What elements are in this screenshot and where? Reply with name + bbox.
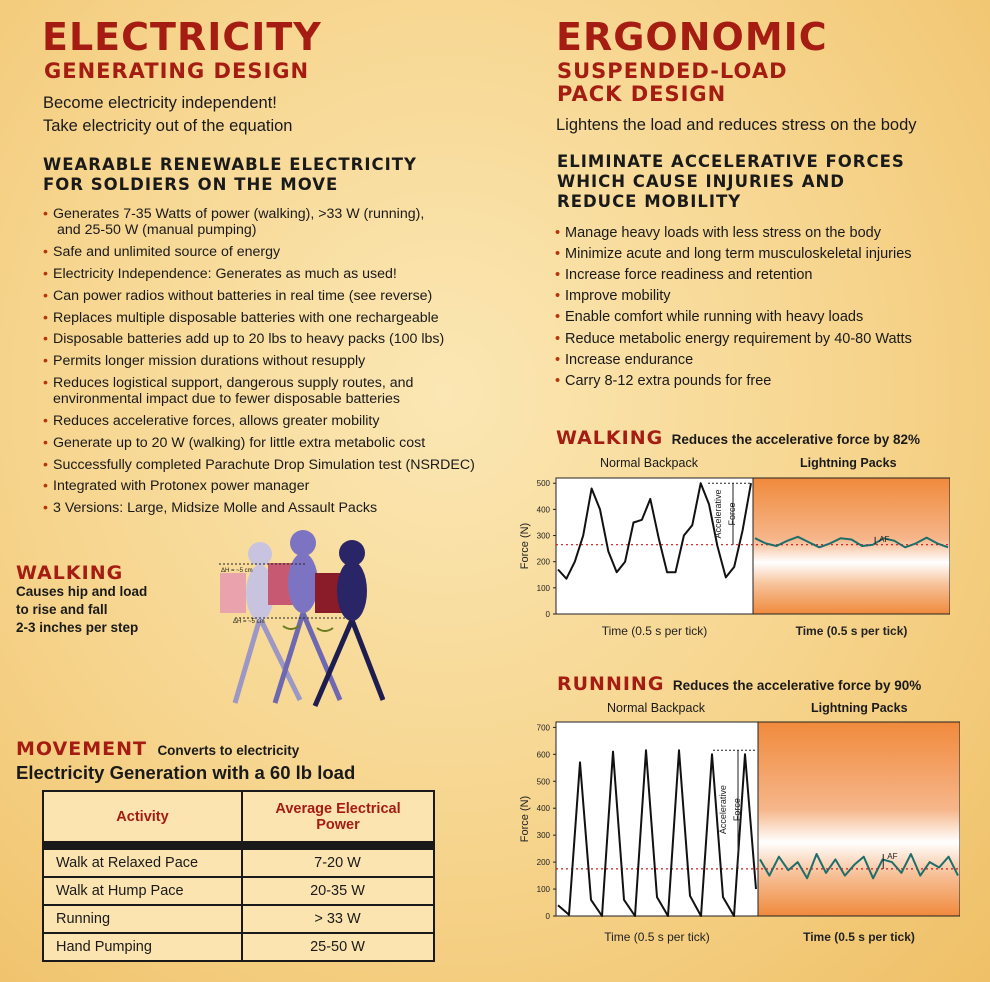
bullet-dot-icon: • xyxy=(43,374,48,391)
bullet-dot-icon: • xyxy=(43,500,48,517)
bullet-dot-icon: • xyxy=(43,413,48,430)
left-intro-line: Take electricity out of the equation xyxy=(43,117,293,136)
walking-force-chart xyxy=(512,470,950,640)
movement-title: MOVEMENT xyxy=(16,738,147,760)
y-axis-label: Force (N) xyxy=(519,795,531,843)
bullet-item xyxy=(555,288,975,305)
walking-chart-header xyxy=(556,427,920,449)
y-tick-label: 500 xyxy=(536,777,550,787)
x-axis-label: Time (0.5 s per tick) xyxy=(795,624,908,638)
right-bullet-list xyxy=(555,225,975,394)
walking-figure xyxy=(205,528,385,712)
bullet-item xyxy=(555,373,975,390)
bullet-dot-icon: • xyxy=(555,225,561,241)
cell-power: 25-50 W xyxy=(242,933,434,961)
right-heading-line: WHICH CAUSE INJURIES AND xyxy=(557,172,845,192)
accel-force-label-line: Force xyxy=(727,502,737,526)
bullet-text: Manage heavy loads with less stress on the body xyxy=(565,225,881,241)
table-header-row xyxy=(43,791,434,842)
walking-panel-left-label: Normal Backpack xyxy=(600,456,698,470)
bullet-dot-icon: • xyxy=(43,456,48,473)
cell-activity: Walk at Hump Pace xyxy=(43,877,242,905)
bullet-dot-icon: • xyxy=(43,434,48,451)
running-panel-left-label: Normal Backpack xyxy=(607,701,705,715)
bullet-dot-icon: • xyxy=(555,246,561,263)
bullet-text: Generates 7-35 Watts of power (walking), >33 W (running), xyxy=(53,206,425,222)
bullet-item xyxy=(43,375,513,408)
table-separator xyxy=(43,842,434,849)
cell-power: 7-20 W xyxy=(242,849,434,877)
bullet-text: Safe and unlimited source of energy xyxy=(53,244,281,261)
walking-panel-right-label: Lightning Packs xyxy=(800,456,897,470)
bullet-item xyxy=(43,435,513,451)
bullet-text: and 25-50 W (manual pumping) xyxy=(57,222,257,239)
bullet-text: Disposable batteries add up to 20 lbs to heavy packs (100 lbs) xyxy=(53,331,445,348)
col-activity: Activity xyxy=(43,791,242,842)
y-tick-label: 300 xyxy=(536,531,550,541)
running-force-chart xyxy=(512,716,960,946)
af-label: AF xyxy=(887,852,898,862)
right-subtitle xyxy=(557,60,788,105)
bullet-item xyxy=(555,331,975,348)
accel-force-label-line: Accelerative xyxy=(713,489,723,539)
bullet-item xyxy=(43,478,513,494)
accel-force-label-line: Accelerative xyxy=(718,785,728,835)
power-table xyxy=(42,790,435,962)
movement-sub: Converts to electricity xyxy=(157,743,300,758)
bullet-item xyxy=(43,288,513,304)
walking-left-line: 2-3 inches per step xyxy=(16,619,139,635)
y-tick-label: 200 xyxy=(536,858,550,868)
y-tick-label: 0 xyxy=(545,912,550,921)
bullet-text: Increase force readiness and retention xyxy=(565,267,813,284)
left-subtitle: GENERATING DESIGN xyxy=(44,59,310,83)
left-heading xyxy=(43,155,417,195)
bullet-item xyxy=(555,225,975,242)
table-row xyxy=(43,933,434,961)
bullet-item xyxy=(43,266,513,282)
left-bullet-list xyxy=(43,206,513,522)
bullet-text: Improve mobility xyxy=(565,288,671,305)
y-tick-label: 400 xyxy=(536,804,550,814)
bullet-dot-icon: • xyxy=(555,309,561,326)
bullet-dot-icon: • xyxy=(555,372,561,389)
x-axis-label: Time (0.5 s per tick) xyxy=(601,624,708,638)
bullet-dot-icon: • xyxy=(43,287,48,304)
walking-left-text xyxy=(16,583,147,637)
walking-chart-sub: Reduces the accelerative force by 82% xyxy=(671,432,921,447)
right-heading xyxy=(557,152,905,212)
bullet-dot-icon: • xyxy=(43,353,48,370)
bullet-dot-icon: • xyxy=(43,244,48,261)
left-heading-line: FOR SOLDIERS ON THE MOVE xyxy=(43,175,339,195)
running-chart-sub: Reduces the accelerative force by 90% xyxy=(672,678,922,693)
af-label: AF xyxy=(879,534,890,544)
left-intro-line: Become electricity independent! xyxy=(43,94,277,112)
bullet-item xyxy=(555,246,975,263)
bullet-dot-icon: • xyxy=(43,331,48,348)
panel-lightning xyxy=(753,478,950,614)
walker-dark xyxy=(315,540,383,706)
y-tick-label: 300 xyxy=(536,831,550,841)
bullet-text: Enable comfort while running with heavy loads xyxy=(565,309,864,326)
right-subtitle-line: SUSPENDED-LOAD xyxy=(557,59,788,83)
right-heading-line: ELIMINATE ACCELERATIVE FORCES xyxy=(557,152,905,171)
delta-h-label: ΔH = ~5 cm xyxy=(233,619,265,625)
y-tick-label: 700 xyxy=(536,723,550,733)
accel-force-label-line: Force xyxy=(732,798,742,822)
bullet-text: 3 Versions: Large, Midsize Molle and Assault Packs xyxy=(53,500,378,517)
bullet-text: Increase endurance xyxy=(565,351,694,368)
x-axis-label: Time (0.5 s per tick) xyxy=(803,930,915,944)
panel-normal xyxy=(556,478,753,614)
bullet-dot-icon: • xyxy=(43,478,48,495)
panel-lightning xyxy=(758,722,960,916)
delta-h-label: ΔH = ~5 cm xyxy=(221,568,253,574)
y-axis-label: Force (N) xyxy=(519,522,531,570)
col-power-line: Average Electrical xyxy=(275,800,401,817)
movement-heading: Electricity Generation with a 60 lb load xyxy=(16,762,356,783)
bullet-item xyxy=(43,500,513,516)
running-panel-right-label: Lightning Packs xyxy=(811,701,908,715)
bullet-item xyxy=(555,267,975,284)
bullet-item xyxy=(43,457,513,473)
walking-left-line: Causes hip and load xyxy=(16,584,148,599)
bullet-dot-icon: • xyxy=(555,330,561,347)
y-tick-label: 100 xyxy=(536,583,550,593)
bullet-text: Permits longer mission durations without resupply xyxy=(53,353,366,370)
bullet-item xyxy=(43,353,513,369)
left-title: ELECTRICITY xyxy=(42,15,322,59)
x-axis-label: Time (0.5 s per tick) xyxy=(604,930,710,944)
bullet-text: Reduce metabolic energy requirement by 40-80 Watts xyxy=(565,330,912,347)
left-intro xyxy=(43,92,292,139)
bullet-text: Generate up to 20 W (walking) for little extra metabolic cost xyxy=(53,434,426,451)
right-title: ERGONOMIC xyxy=(556,15,828,59)
y-tick-label: 600 xyxy=(536,750,550,760)
walking-left-line: to rise and fall xyxy=(16,601,108,617)
bullet-item xyxy=(43,331,513,347)
bullet-item xyxy=(555,309,975,326)
y-tick-label: 0 xyxy=(545,610,550,619)
cell-power: > 33 W xyxy=(242,905,434,933)
y-tick-label: 200 xyxy=(536,557,550,567)
running-chart-title: RUNNING xyxy=(557,673,665,695)
bullet-text: Integrated with Protonex power manager xyxy=(53,478,310,495)
table-row xyxy=(43,877,434,905)
bullet-item xyxy=(43,310,513,326)
y-tick-label: 500 xyxy=(536,479,550,489)
bullet-text: Can power radios without batteries in real time (see reverse) xyxy=(53,287,433,304)
bullet-item xyxy=(43,413,513,429)
cell-power: 20-35 W xyxy=(242,877,434,905)
running-chart-header xyxy=(557,673,921,695)
bullet-dot-icon: • xyxy=(43,309,48,326)
table-row xyxy=(43,849,434,877)
bullet-item xyxy=(555,352,975,369)
bullet-text: Carry 8-12 extra pounds for free xyxy=(565,372,772,389)
bullet-text: Electricity Independence: Generates as much as used! xyxy=(53,266,397,282)
bullet-text: Reduces logistical support, dangerous supply routes, and xyxy=(53,374,414,391)
right-heading-line: REDUCE MOBILITY xyxy=(557,192,742,212)
bullet-dot-icon: • xyxy=(43,266,48,282)
bullet-item xyxy=(43,244,513,260)
y-tick-label: 100 xyxy=(536,885,550,895)
col-power-line: Power xyxy=(316,816,360,833)
cell-activity: Walk at Relaxed Pace xyxy=(43,849,242,877)
cell-activity: Running xyxy=(43,905,242,933)
right-subtitle-line: PACK DESIGN xyxy=(557,81,727,106)
table-row xyxy=(43,905,434,933)
left-heading-line: WEARABLE RENEWABLE ELECTRICITY xyxy=(43,155,417,174)
bullet-text: environmental impact due to fewer disposable batteries xyxy=(53,391,400,408)
bullet-text: Reduces accelerative forces, allows greater mobility xyxy=(53,413,380,430)
bullet-dot-icon: • xyxy=(555,351,561,368)
right-intro: Lightens the load and reduces stress on the body xyxy=(556,116,917,134)
col-power xyxy=(242,791,434,842)
bullet-dot-icon: • xyxy=(555,288,561,305)
bullet-item xyxy=(43,206,513,239)
y-tick-label: 400 xyxy=(536,505,550,515)
bullet-text: Minimize acute and long term musculoskeletal injuries xyxy=(565,246,912,263)
walking-left-title: WALKING xyxy=(16,562,124,584)
movement-header xyxy=(16,738,299,760)
bullet-text: Replaces multiple disposable batteries with one rechargeable xyxy=(53,309,439,326)
bullet-dot-icon: • xyxy=(43,206,48,222)
cell-activity: Hand Pumping xyxy=(43,933,242,961)
bullet-text: Successfully completed Parachute Drop Simulation test (NSRDEC) xyxy=(53,456,475,473)
walking-chart-title: WALKING xyxy=(556,427,664,449)
bullet-dot-icon: • xyxy=(555,267,561,284)
